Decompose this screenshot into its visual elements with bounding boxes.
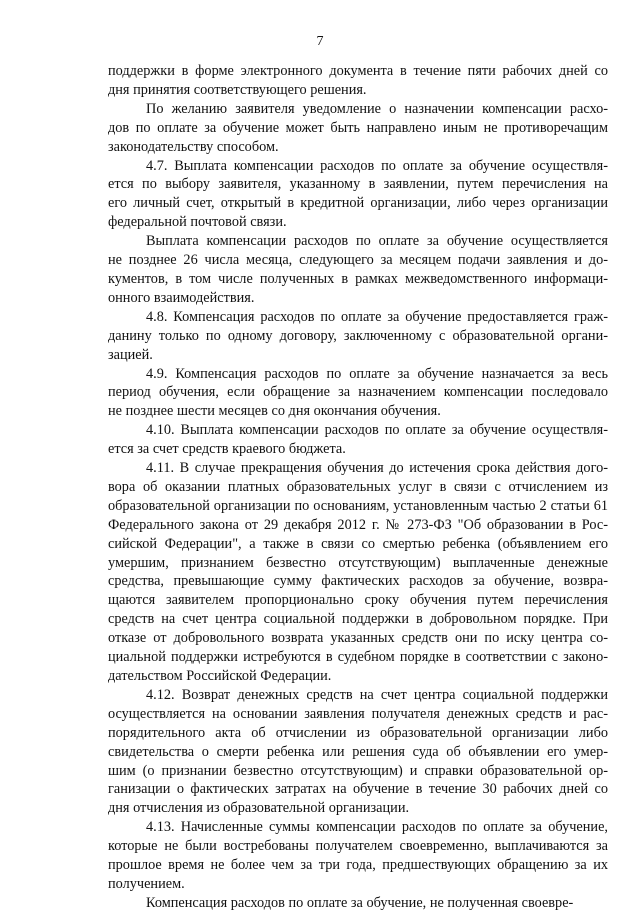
text-line: свидетельства о смерти ребенка или решения суда об объявлении его умер- bbox=[108, 743, 608, 760]
text-line: зацией. bbox=[108, 346, 153, 363]
text-line: федеральной почтовой связи. bbox=[108, 214, 287, 231]
paragraph bbox=[108, 686, 608, 818]
text-line: законодательству способом. bbox=[108, 138, 279, 155]
text-line: По желанию заявителя уведомление о назначении компенсации расхо- bbox=[146, 100, 608, 117]
text-line: дня отчисления из образовательной организации. bbox=[108, 800, 410, 817]
text-line: сийской Федерации", а также в связи со смертью ребенка (объявлением его bbox=[108, 535, 608, 552]
text-line: поддержки в форме электронного документа в течение пяти рабочих дней со bbox=[108, 63, 608, 79]
paragraph bbox=[108, 62, 608, 100]
text-line: ется за счет средств краевого бюджета. bbox=[108, 441, 346, 458]
text-line: щаются заявителем пропорционально сроку обучения путем перечисления bbox=[108, 592, 608, 609]
text-line: онного взаимодействия. bbox=[108, 289, 255, 306]
text-line: 4.12. Возврат денежных средств на счет центра социальной поддержки bbox=[146, 686, 608, 703]
text-line: средства, превышающие сумму фактических расходов за обучение, возвра- bbox=[108, 573, 608, 590]
paragraph bbox=[108, 308, 608, 365]
text-line: дов по оплате за обучение может быть направлено иным не противоречащим bbox=[108, 119, 608, 136]
text-line: 4.13. Начисленные суммы компенсации расходов по оплате за обучение, bbox=[146, 819, 608, 836]
text-line: порядительного акта об отчислении из образовательной организации либо bbox=[108, 724, 608, 741]
text-line: получением. bbox=[108, 875, 185, 892]
text-line: отказе от добровольного возврата указанных средств они по иску центра со- bbox=[108, 630, 608, 647]
text-line: осуществляется на основании заявления получателя денежных средств и рас- bbox=[108, 705, 608, 722]
paragraph bbox=[108, 421, 608, 459]
document-body bbox=[108, 62, 608, 913]
text-line: Выплата компенсации расходов по оплате за обучение осуществляется bbox=[146, 233, 608, 250]
page-number: 7 bbox=[316, 34, 324, 49]
text-line: 4.10. Выплата компенсации расходов по оплате за обучение осуществля- bbox=[146, 422, 608, 439]
paragraph bbox=[108, 894, 608, 913]
text-line: период обучения, если обращение за назначением компенсации последовало bbox=[108, 384, 608, 401]
text-line: 4.7. Выплата компенсации расходов по оплате за обучение осуществля- bbox=[146, 157, 608, 174]
text-line: умершим, признанием безвестно отсутствующим) выплаченные денежные bbox=[108, 554, 608, 571]
paragraph bbox=[108, 818, 608, 894]
text-line: ется по выбору заявителя, указанному в заявлении, путем перечисления на bbox=[108, 176, 608, 193]
text-line: шим (о признании безвестно отсутствующим) и справки образовательной ор- bbox=[108, 762, 608, 779]
paragraph bbox=[108, 100, 608, 157]
paragraph bbox=[108, 365, 608, 422]
text-line: данину только по одному договору, заключенному с образовательной органи- bbox=[108, 327, 608, 344]
text-line: прошлое время не более чем за три года, предшествующих обращению за их bbox=[108, 857, 608, 874]
paragraph bbox=[108, 459, 608, 686]
text-line: дня принятия соответствующего решения. bbox=[108, 81, 367, 98]
text-line: циальной поддержки истребуются в судебном порядке в соответствии с законо- bbox=[108, 649, 608, 666]
text-line: дательством Российской Федерации. bbox=[108, 668, 332, 684]
text-line: средств на счет центра социальной поддержки в добровольном порядке. При bbox=[108, 611, 608, 628]
text-line: образовательной организации по основаниям, установленным частью 2 статьи 61 bbox=[108, 497, 608, 514]
text-line: 4.8. Компенсация расходов по оплате за обучение предоставляется граж- bbox=[146, 308, 608, 325]
text-line: 4.11. В случае прекращения обучения до истечения срока действия дого- bbox=[146, 460, 608, 477]
paragraph bbox=[108, 157, 608, 233]
text-line: Компенсация расходов по оплате за обучение, не полученная своевре- bbox=[146, 894, 574, 911]
paragraph bbox=[108, 232, 608, 308]
text-line: не позднее 26 числа месяца, следующего за месяцем подачи заявления и до- bbox=[108, 252, 608, 269]
text-line: Федерального закона от 29 декабря 2012 г. № 273-ФЗ "Об образовании в Рос- bbox=[108, 516, 608, 533]
text-line: 4.9. Компенсация расходов по оплате за обучение назначается за весь bbox=[146, 365, 608, 382]
text-line: которые не были востребованы получателем своевременно, выплачиваются за bbox=[108, 838, 608, 855]
text-line: кументов, в том числе полученных в рамках межведомственного информаци- bbox=[108, 270, 608, 287]
text-line: его личный счет, открытый в кредитной организации, либо через организации bbox=[108, 195, 608, 212]
text-line: ганизации о фактических затратах на обучение в течение 30 рабочих дней со bbox=[108, 781, 608, 798]
text-line: не позднее шести месяцев со дня окончания обучения. bbox=[108, 403, 441, 420]
text-line: вора об оказании платных образовательных услуг в связи с отчислением из bbox=[108, 478, 608, 495]
